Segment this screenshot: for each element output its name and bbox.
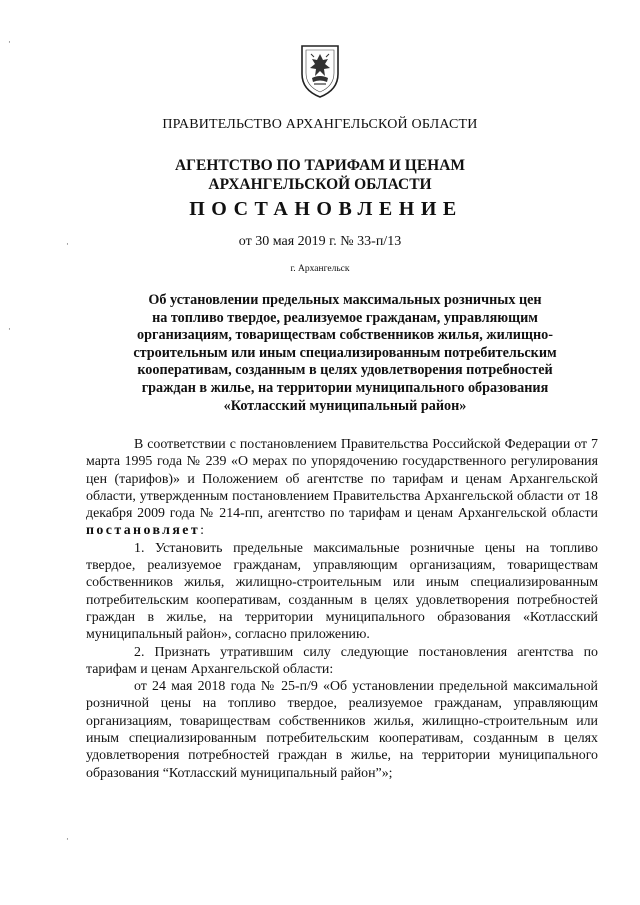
title-line: Об установлении предельных максимальных розничных цен: [148, 292, 542, 308]
item-1-paragraph: 1. Установить предельные максимальные розничные цены на топливо твердое, реализуемое гражданам, управляющим организациям, товариществам собственников жилья, жилищно-строительным или иным специализированным потребительским кооперативам, созданным в целях удовлетворения потребностей граждан в жилье, на территории муниципального образования «Котласский муниципальный район», согласно приложению.: [86, 540, 598, 643]
title-line: на топливо твердое, реализуемое гражданам, управляющим: [152, 309, 538, 326]
title-line: строительным или иным специализированным потребительским: [133, 344, 557, 361]
title-line: «Котласский муниципальный район»: [223, 397, 467, 414]
date-and-number: от 30 мая 2019 г. № 33-п/13: [238, 234, 402, 249]
preamble-text: В соответствии с постановлением Правительства Российской Федерации от 7 марта 1995 года № 239 «О мерах по упорядочению государственного регулирования цен (тарифов)» и Положением об агентстве по тарифам и ценам Архангельской области, утвержденным постановлением Правительства Архангельской области от 18 декабря 2009 года № 214-пп, агентство по тарифам и ценам Архангельской области: [86, 437, 598, 522]
resolves-colon: :: [200, 523, 204, 539]
decree-title: [110, 292, 580, 415]
item-2-subitem-1: от 24 мая 2018 года № 25-п/9 «Об установлении предельной максимальной розничной цены на топливо твердое, реализуемое гражданам, управляющим организациям, товариществам собственников жилья, жилищно-строительным или иным специализированным потребительским кооперативам, созданным в целях удовлетворения потребностей граждан в жилье, на территории муниципального образования “Котласский муниципальный район”»;: [86, 679, 598, 781]
city-name: г. Архангельск: [290, 264, 350, 274]
scan-mark: ·: [8, 38, 11, 48]
title-line: граждан в жилье, на территории муниципального образования: [141, 379, 549, 396]
coat-of-arms-emblem: [298, 40, 342, 100]
title-line: организациям, товариществам собственников жилья, жилищно-: [137, 327, 553, 344]
scan-mark: ·: [8, 325, 11, 335]
item-2-paragraph: 2. Признать утратившим силу следующие постановления агентства по тарифам и ценам Архангельской области:: [86, 644, 598, 677]
agency-name: [0, 156, 640, 194]
preamble-paragraph: [86, 436, 598, 540]
scan-mark: ·: [66, 240, 69, 250]
government-name: ПРАВИТЕЛЬСТВО АРХАНГЕЛЬСКОЙ ОБЛАСТИ: [162, 117, 478, 132]
decree-body: [86, 436, 598, 782]
resolves-word: постановляет: [86, 523, 201, 539]
agency-name-line1: АГЕНТСТВО ПО ТАРИФАМ И ЦЕНАМ: [174, 157, 466, 174]
scan-mark: ·: [66, 835, 69, 845]
title-line: кооперативам, созданным в целях удовлетворения потребностей: [137, 362, 553, 379]
document-type: ПОСТАНОВЛЕНИЕ: [189, 198, 463, 220]
agency-name-line2: АРХАНГЕЛЬСКОЙ ОБЛАСТИ: [208, 176, 432, 193]
